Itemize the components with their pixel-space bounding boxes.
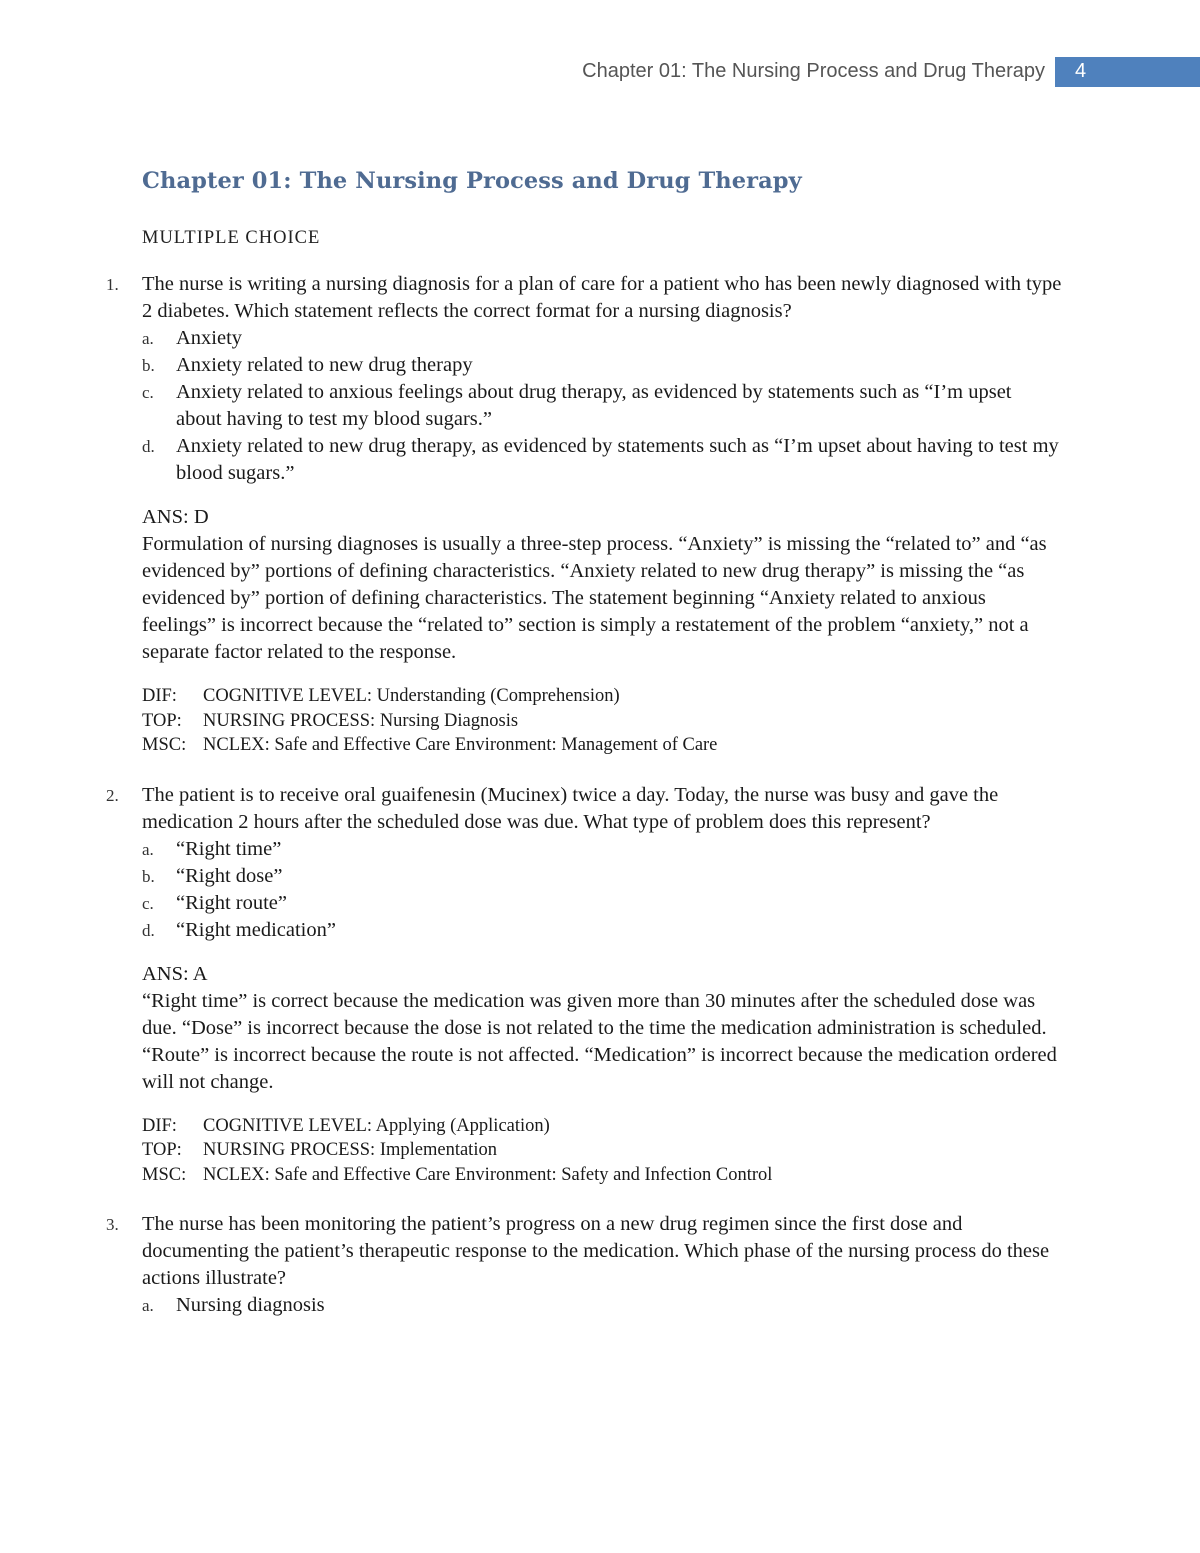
option-letter: a. <box>142 1296 154 1315</box>
meta-key: TOP: <box>142 710 182 731</box>
option-text: “Right dose” <box>176 864 283 887</box>
option-text: Anxiety related to anxious feelings about drug therapy, as evidenced by statements such as “I’m upset about having to test my blood sugars.” <box>176 381 1012 430</box>
question-stem: The patient is to receive oral guaifenesin (Mucinex) twice a day. Today, the nurse was busy and gave the medication 2 hours after the scheduled dose was due. What type of problem does this represent? <box>142 783 999 833</box>
rationale: “Right time” is correct because the medication was given more than 30 minutes after the scheduled dose was due. “Dose” is incorrect because the dose is not related to the time the medication administration is scheduled. “Route” is incorrect because the route is not affected. “Medication” is incorrect because the medication ordered will not change. <box>142 989 1057 1093</box>
answer-options <box>142 325 1062 487</box>
meta-value: NCLEX: Safe and Effective Care Environment: Safety and Infection Control <box>203 1164 773 1185</box>
answer-key: ANS: D <box>142 506 209 528</box>
question-stem: The nurse is writing a nursing diagnosis for a plan of care for a patient who has been newly diagnosed with type 2 diabetes. Which statement reflects the correct format for a nursing diagnosis? <box>142 273 1062 322</box>
option-a <box>142 325 1062 352</box>
meta-row <box>142 684 1062 709</box>
option-letter: b. <box>142 866 155 886</box>
option-c <box>142 379 1062 433</box>
option-text: “Right time” <box>176 837 282 860</box>
meta-key: TOP: <box>142 1140 182 1160</box>
meta-key: MSC: <box>142 1164 187 1185</box>
meta-value: NURSING PROCESS: Implementation <box>203 1140 497 1160</box>
option-text: Anxiety related to new drug therapy <box>176 354 473 376</box>
option-text: Nursing diagnosis <box>176 1294 325 1316</box>
answer-key: ANS: A <box>142 962 208 985</box>
page-number: 4 <box>1075 60 1087 82</box>
meta-row <box>142 1138 1062 1163</box>
answer-options <box>142 1292 1062 1319</box>
option-d <box>142 917 1062 944</box>
meta-key: DIF: <box>142 686 177 706</box>
option-letter: a. <box>142 839 154 859</box>
option-c <box>142 890 1062 917</box>
chapter-title: Chapter 01: The Nursing Process and Drug Therapy <box>142 168 802 194</box>
meta-key: MSC: <box>142 735 187 755</box>
option-text: Anxiety related to new drug therapy, as evidenced by statements such as “I’m upset about having to test my blood sugars.” <box>176 435 1059 484</box>
page-content <box>106 168 1062 1319</box>
question-metadata <box>142 684 1062 758</box>
option-text: “Right medication” <box>176 918 336 941</box>
option-letter: d. <box>142 920 155 940</box>
meta-key: DIF: <box>142 1115 177 1136</box>
rationale: Formulation of nursing diagnoses is usually a three-step process. “Anxiety” is missing the “related to” and “as evidenced by” portions of defining characteristics. “Anxiety related to new drug therapy” is missing the “as evidenced by” portion of defining characteristics. The statement beginning “Anxiety related to anxious feelings” is incorrect because the “related to” section is simply a restatement of the problem “anxiety,” not a separate factor related to the response. <box>142 533 1047 663</box>
option-a <box>142 836 1062 863</box>
meta-value: COGNITIVE LEVEL: Understanding (Comprehension) <box>203 686 620 706</box>
answer-options <box>142 836 1062 944</box>
option-b <box>142 352 1062 379</box>
section-heading: MULTIPLE CHOICE <box>142 228 321 248</box>
running-header: Chapter 01: The Nursing Process and Drug Therapy <box>582 60 1045 82</box>
option-letter: a. <box>142 329 154 348</box>
option-b <box>142 863 1062 890</box>
question-number: 3. <box>106 1215 119 1234</box>
meta-row <box>142 709 1062 734</box>
option-text: Anxiety <box>176 327 243 349</box>
question-number: 2. <box>106 785 119 805</box>
option-letter: c. <box>142 383 154 402</box>
option-letter: c. <box>142 893 154 913</box>
option-text: “Right route” <box>176 891 288 914</box>
option-a <box>142 1292 1062 1319</box>
meta-value: COGNITIVE LEVEL: Applying (Application) <box>203 1115 550 1136</box>
meta-value: NCLEX: Safe and Effective Care Environment: Management of Care <box>203 735 718 755</box>
question-2 <box>106 782 1062 1188</box>
meta-row <box>142 1163 1062 1188</box>
option-letter: d. <box>142 437 155 456</box>
question-metadata <box>142 1114 1062 1188</box>
meta-row <box>142 733 1062 758</box>
question-1 <box>106 271 1062 758</box>
meta-value: NURSING PROCESS: Nursing Diagnosis <box>203 710 519 731</box>
question-3 <box>106 1211 1062 1319</box>
page-number-badge <box>1055 57 1200 87</box>
question-stem: The nurse has been monitoring the patient’s progress on a new drug regimen since the first dose and documenting the patient’s therapeutic response to the medication. Which phase of the nursing process do these actions illustrate? <box>142 1213 1050 1289</box>
meta-row <box>142 1114 1062 1139</box>
question-number: 1. <box>106 275 119 294</box>
option-letter: b. <box>142 356 155 375</box>
option-d <box>142 433 1062 487</box>
